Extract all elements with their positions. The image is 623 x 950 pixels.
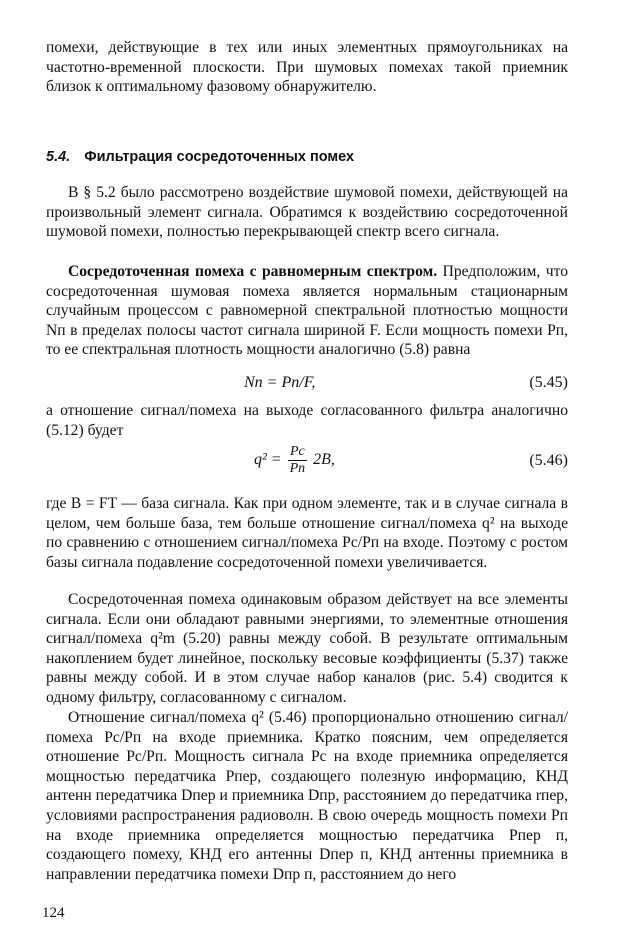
equation-5-46-tag: (5.46): [529, 452, 568, 469]
paragraph-elements: Сосредоточенная помеха одинаковым образом действует на все элементы сигнала. Если они обладают равными энергиями, то элементные отношения сигнал/помеха q²m (5.20) равны между собой. В результате оптимальным накоплением будет линейное, поскольку весовые коэффициенты (5.37) также равны между собой. И в этом случае набор каналов (рис. 5.4) сводится к одному фильтру, согласованному с сигналом.: [46, 591, 568, 706]
equation-5-45-body: Nп = Pп/F,: [244, 374, 316, 391]
equation-5-45-tag: (5.45): [529, 374, 568, 391]
equation-5-46-fraction: [288, 444, 308, 477]
section-number: 5.4.: [46, 149, 71, 165]
paragraph-top: помехи, действующие в тех или иных элементных прямоугольниках на частотно-временной плоскости. При шумовых помехах такой приемник близок к оптимальному фазовому обнаружителю.: [46, 39, 568, 96]
paragraph-base: где B = FT — база сигнала. Как при одном элементе, так и в случае сигнала в целом, чем больше база, тем больше отношение сигнал/помеха q² на выходе по сравнению с отношением сигнал/помеха Pс/Pп на входе. Поэтому с ростом базы сигнала подавление сосредоточенной помехи увеличивается.: [46, 495, 568, 571]
equation-5-46-denominator: Pп: [289, 461, 306, 476]
subheading: Сосредоточенная помеха с равномерным спектром.: [68, 263, 438, 280]
subheading-body: Предположим, что сосредоточенная шумовая помеха является нормальным стационарным случайным процессом с равномерной спектральной плотностью мощности Nп в пределах полосы частот сигнала шириной F. Если мощность помехи Pп, то ее спектральная плотность мощности аналогично (5.8) равна: [46, 263, 568, 359]
page-number: 124: [42, 905, 65, 921]
paragraph-ratio: Отношение сигнал/помеха q² (5.46) пропорционально отношению сигнал/помеха Pс/Pп на входе приемника. Кратко поясним, чем определяется отношение Pс/Pп. Мощность сигнала Pс на входе приемника определяется мощностью передатчика Pпер, создающего полезную информацию, КНД антенн передатчика Dпер и приемника Dпр, расстоянием до передатчика rпер, условиями распространения радиоволн. В свою очередь мощность помехи Pп на входе приемника определяется мощностью передатчика Pпер п, создающего помеху, КНД его антенны Dпер п, КНД антенны приемника в направлении передатчика помехи Dпр п, расстоянием до него: [46, 709, 568, 883]
equation-5-46-lhs: q² =: [254, 451, 282, 469]
equation-5-45: [46, 366, 568, 406]
equation-5-46-rhs: 2B,: [313, 451, 335, 469]
section-heading: [46, 148, 568, 166]
equation-5-46-body: [254, 444, 335, 477]
equation-5-46: [46, 442, 568, 482]
paragraph-intro: В § 5.2 было рассмотрено воздействие шумовой помехи, действующей на произвольный элемент сигнала. Обратимся к воздействию сосредоточенной шумовой помехи, полностью перекрывающей спектр всего сигнала.: [46, 184, 568, 241]
equation-5-46-numerator: Pс: [288, 444, 308, 461]
paragraph-between: а отношение сигнал/помеха на выходе согласованного фильтра аналогично (5.12) будет: [46, 402, 568, 439]
paragraph-subheading: [46, 262, 568, 360]
section-title: Фильтрация сосредоточенных помех: [84, 149, 355, 165]
